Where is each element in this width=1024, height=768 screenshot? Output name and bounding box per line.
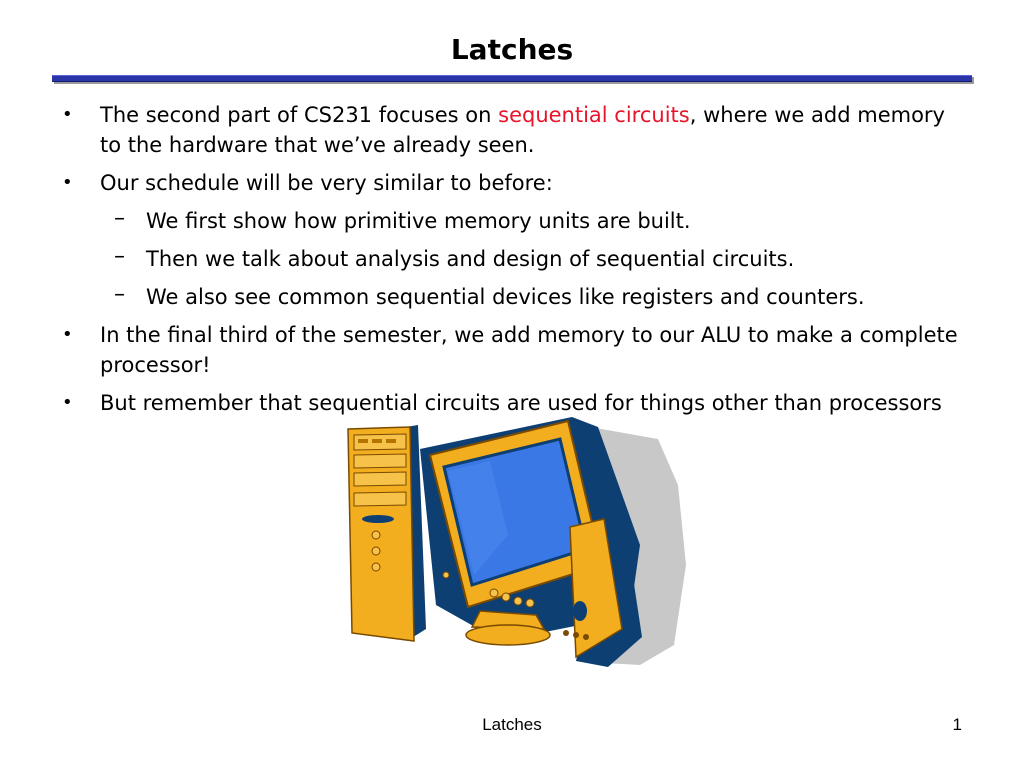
bullet-dash: – [114,206,125,231]
bullet-list [58,100,968,426]
sub-bullet-text: We also see common sequential devices like registers and counters. [146,285,865,309]
bullet-highlight: sequential circuits [498,103,690,127]
bullet-text: Our schedule will be very similar to before: [100,171,553,195]
bullet-dot: • [62,172,73,193]
page-number: 1 [952,715,962,734]
bullet-item [58,388,968,418]
bullet-dash: – [114,282,125,307]
sub-bullet-text: Then we talk about analysis and design of sequential circuits. [146,247,795,271]
bullet-text-post: , where we add memory to the hardware that we’ve already seen. [100,103,945,157]
sub-bullet-item [58,282,968,312]
bullet-text-pre: The second part of CS231 focuses on [100,103,499,127]
bullet-dash: – [114,244,125,269]
title-divider [52,75,972,82]
sub-bullet-item [58,244,968,274]
bullet-item [58,320,968,380]
bullet-dot: • [62,324,73,345]
bullet-item [58,100,968,160]
bullet-text: But remember that sequential circuits are used for things other than processors [100,391,942,415]
desktop-computer-icon [340,415,690,677]
footer-title: Latches [482,715,542,734]
bullet-item [58,168,968,198]
bullet-dot: • [62,104,73,125]
sub-bullet-text: We first show how primitive memory units are built. [146,209,691,233]
bullet-dot: • [62,392,73,413]
sub-bullet-item [58,206,968,236]
slide-title: Latches [450,33,574,66]
bullet-text: In the final third of the semester, we add memory to our ALU to make a complete processor! [100,323,958,377]
